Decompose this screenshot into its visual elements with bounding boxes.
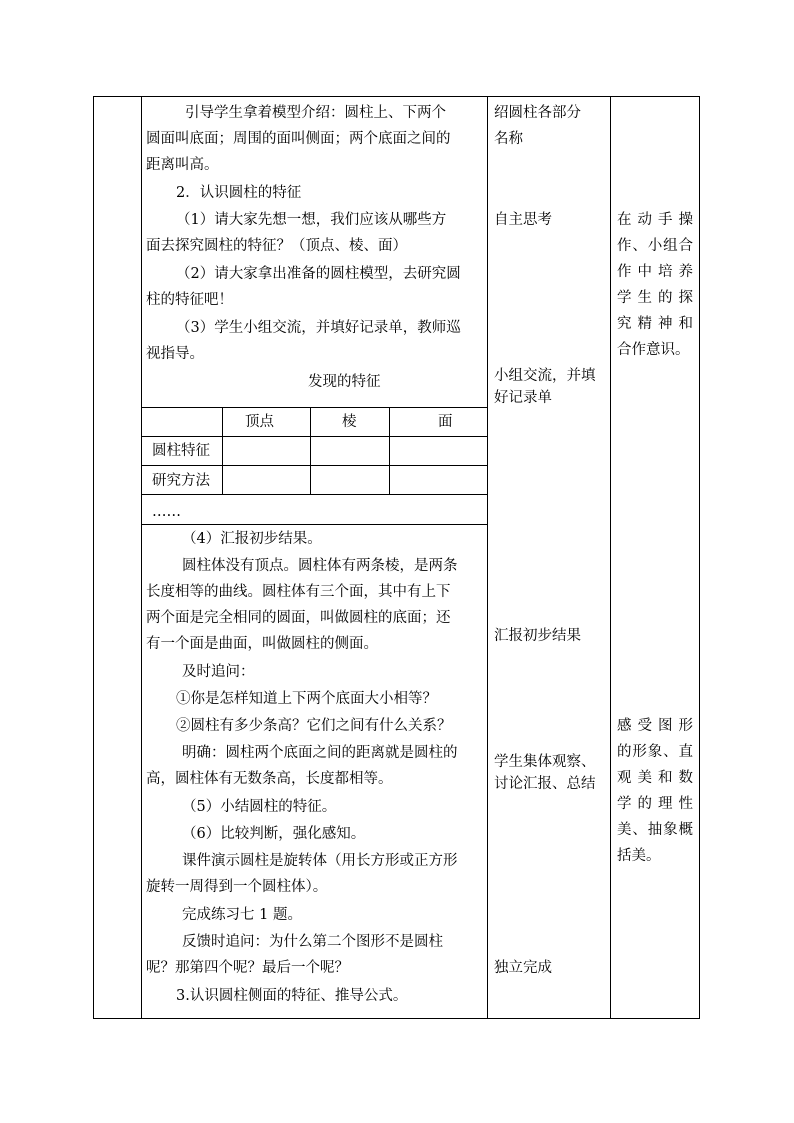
intent-line: 学生的探 bbox=[617, 290, 693, 306]
lesson-table bbox=[93, 96, 700, 1019]
record-table-header-vertex: 顶点 bbox=[245, 414, 274, 430]
activity-line: 学生集体观察、 bbox=[494, 754, 596, 770]
intent-line: 括美。 bbox=[617, 848, 661, 864]
intent-line: 观美和数 bbox=[617, 770, 693, 786]
para-findings-line-3: 两个面是完全相同的圆面，叫做圆柱的底面；还 bbox=[146, 610, 451, 626]
para-question-2: ②圆柱有多少条高？它们之间有什么关系？ bbox=[176, 718, 452, 734]
para-intro-line-2: 圆面叫底面；周围的面叫侧面；两个底面之间的 bbox=[146, 131, 451, 147]
intent-line: 作中培养 bbox=[617, 264, 693, 280]
record-table-line bbox=[222, 407, 223, 494]
para-q1-line-1: （1）请大家先想一想，我们应该从哪些方 bbox=[176, 212, 447, 228]
activity-line: 讨论汇报、总结 bbox=[494, 776, 596, 792]
section-divider bbox=[142, 524, 487, 525]
activity-line: 名称 bbox=[494, 131, 523, 147]
activity-report: 汇报初步结果 bbox=[494, 628, 581, 644]
intent-line: 合作意识。 bbox=[617, 342, 690, 358]
para-intro-line-1: 引导学生拿着模型介绍：圆柱上、下两个 bbox=[185, 105, 446, 121]
record-table-line bbox=[142, 407, 487, 408]
record-table-line bbox=[142, 494, 487, 495]
para-question-1: ①你是怎样知道上下两个底面大小相等？ bbox=[176, 691, 437, 707]
para-summary: （5）小结圆柱的特征。 bbox=[182, 799, 337, 815]
para-demo-line-1: 课件演示圆柱是旋转体（用长方形或正方形 bbox=[182, 853, 458, 869]
activity-think: 自主思考 bbox=[494, 212, 552, 228]
record-table-line bbox=[310, 407, 311, 494]
para-report: （4）汇报初步结果。 bbox=[182, 531, 322, 547]
para-q2-line-1: （2）请大家拿出准备的圆柱模型，去研究圆 bbox=[176, 266, 461, 282]
intent-line: 作、小组合 bbox=[617, 238, 693, 254]
para-next-section: 3.认识圆柱侧面的特征、推导公式。 bbox=[176, 988, 408, 1004]
column-divider-1 bbox=[141, 97, 142, 1018]
para-feedback-line-2: 呢？那第四个呢？最后一个呢？ bbox=[146, 960, 349, 976]
record-table-header-edge: 棱 bbox=[342, 414, 357, 430]
para-compare: （6）比较判断，强化感知。 bbox=[182, 826, 366, 842]
para-q2-line-2: 柱的特征吧！ bbox=[146, 292, 233, 308]
record-table-line bbox=[389, 407, 390, 494]
intent-line: 感受图形 bbox=[617, 718, 693, 734]
para-q3-line-2: 视指导。 bbox=[146, 346, 204, 362]
para-clarify-line-1: 明确：圆柱两个底面之间的距离就是圆柱的 bbox=[182, 745, 458, 761]
column-divider-3 bbox=[610, 97, 611, 1018]
record-table-title: 发现的特征 bbox=[308, 374, 381, 390]
para-findings-line-4: 有一个面是曲面，叫做圆柱的侧面。 bbox=[146, 636, 378, 652]
para-clarify-line-2: 高，圆柱体有无数条高，长度都相等。 bbox=[146, 771, 393, 787]
intent-line: 在动手操 bbox=[617, 212, 693, 228]
para-feedback-line-1: 反馈时追问：为什么第二个图形不是圆柱 bbox=[182, 934, 443, 950]
record-table-line bbox=[142, 465, 487, 466]
para-intro-line-3: 距离叫高。 bbox=[146, 157, 219, 173]
intent-line: 美、抽象概 bbox=[617, 822, 693, 838]
record-table-row-label: 研究方法 bbox=[152, 473, 210, 489]
record-table-row-label: 圆柱特征 bbox=[152, 443, 210, 459]
intent-line: 究精神和 bbox=[617, 316, 693, 332]
record-table-header-face: 面 bbox=[438, 414, 453, 430]
activity-independent: 独立完成 bbox=[494, 960, 552, 976]
para-followup: 及时追问： bbox=[182, 664, 255, 680]
para-demo-line-2: 旋转一周得到一个圆柱体）。 bbox=[146, 879, 328, 895]
activity-line: 好记录单 bbox=[494, 390, 552, 406]
para-findings-line-2: 长度相等的曲线。圆柱体有三个面，其中有上下 bbox=[146, 584, 451, 600]
record-table-line bbox=[142, 436, 487, 437]
para-exercise: 完成练习七 1 题。 bbox=[182, 907, 302, 923]
intent-line: 学的理性 bbox=[617, 796, 693, 812]
para-findings-line-1: 圆柱体没有顶点。圆柱体有两条棱，是两条 bbox=[182, 558, 458, 574]
section-heading: 2．认识圆柱的特征 bbox=[176, 185, 302, 201]
activity-line: 绍圆柱各部分 bbox=[494, 105, 581, 121]
column-divider-2 bbox=[487, 97, 488, 1018]
para-q1-line-2: 面去探究圆柱的特征？（顶点、棱、面） bbox=[146, 238, 407, 254]
activity-line: 小组交流，并填 bbox=[494, 368, 596, 384]
para-q3-line-1: （3）学生小组交流，并填好记录单，教师巡 bbox=[176, 320, 461, 336]
ellipsis: …… bbox=[152, 504, 181, 520]
intent-line: 的形象、直 bbox=[617, 744, 693, 760]
